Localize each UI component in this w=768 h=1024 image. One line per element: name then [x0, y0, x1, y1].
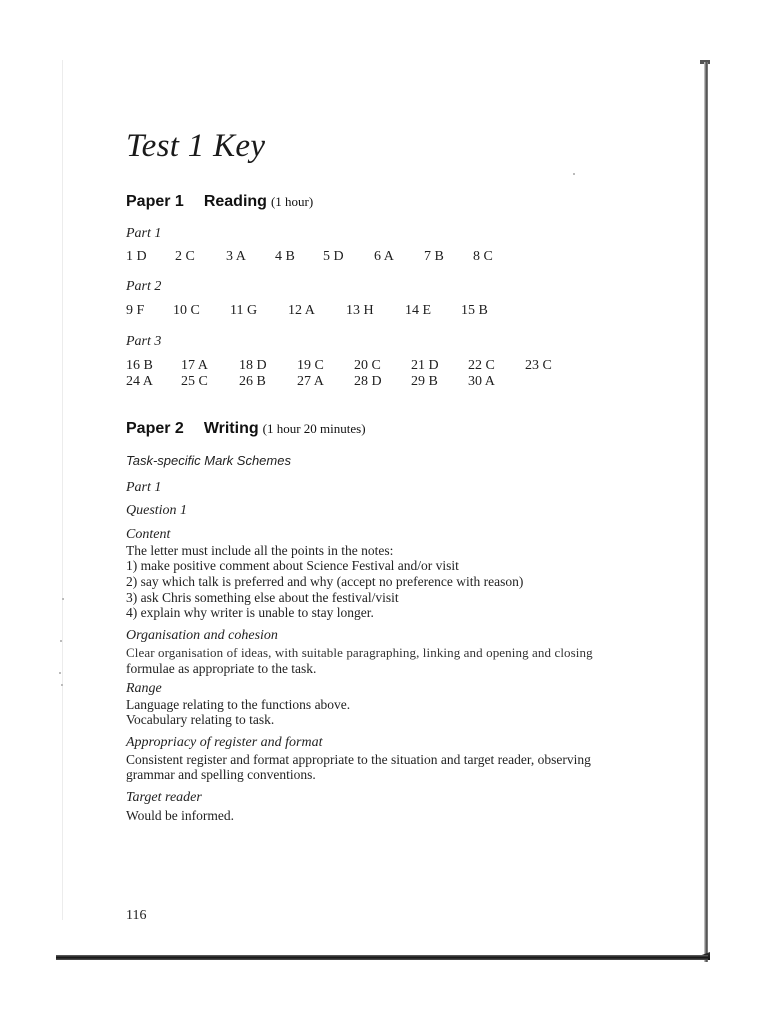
answer-item: 10 C	[173, 303, 200, 318]
answer-item: 30 A	[468, 374, 495, 389]
part3-label: Part 3	[126, 334, 162, 349]
part3-answers-row1	[126, 358, 686, 374]
answer-item: 5 D	[323, 249, 344, 264]
scan-speck	[60, 640, 62, 642]
content-point: 4) explain why writer is unable to stay longer.	[126, 605, 374, 620]
answer-item: 13 H	[346, 303, 374, 318]
part2-label: Part 2	[126, 279, 162, 294]
content-point: 1) make positive comment about Science Festival and/or visit	[126, 558, 459, 573]
answer-item: 4 B	[275, 249, 295, 264]
answer-item: 26 B	[239, 374, 266, 389]
page-edge-bottom	[56, 955, 708, 960]
register-heading: Appropriacy of register and format	[126, 735, 323, 750]
page-edge-right	[704, 62, 708, 962]
paper2-duration: (1 hour 20 minutes)	[262, 421, 366, 436]
organisation-line: Clear organisation of ideas, with suitable paragraphing, linking and opening and closing	[126, 645, 593, 660]
answer-item: 2 C	[175, 249, 195, 264]
paper2-number: Paper 2	[126, 420, 184, 437]
paper1-heading	[126, 193, 313, 211]
content-point: 3) ask Chris something else about the festival/visit	[126, 590, 399, 605]
answer-item: 17 A	[181, 358, 208, 373]
answer-item: 28 D	[354, 374, 382, 389]
content-point: 2) say which talk is preferred and why (accept no preference with reason)	[126, 574, 524, 589]
question-label: Question 1	[126, 503, 188, 518]
answer-item: 14 E	[405, 303, 432, 318]
answer-item: 23 C	[525, 358, 552, 373]
page-title: Test 1 Key	[126, 128, 266, 164]
part3-answers-row2	[126, 374, 686, 390]
part1-label: Part 1	[126, 226, 162, 241]
writing-part-label: Part 1	[126, 480, 162, 495]
answer-item: 15 B	[461, 303, 488, 318]
answer-item: 18 D	[239, 358, 267, 373]
part2-answers	[126, 303, 686, 319]
answer-item: 29 B	[411, 374, 438, 389]
answer-item: 8 C	[473, 249, 493, 264]
target-reader-heading: Target reader	[126, 790, 202, 805]
page-fold-shadow	[62, 60, 63, 920]
paper1-number: Paper 1	[126, 193, 184, 210]
register-line: grammar and spelling conventions.	[126, 767, 316, 782]
range-heading: Range	[126, 681, 162, 696]
organisation-line: formulae as appropriate to the task.	[126, 661, 317, 676]
part1-answers	[126, 249, 686, 265]
content-heading: Content	[126, 527, 171, 542]
answer-item: 3 A	[226, 249, 246, 264]
answer-item: 6 A	[374, 249, 394, 264]
answer-item: 20 C	[354, 358, 381, 373]
range-line: Language relating to the functions above.	[126, 697, 351, 712]
answer-item: 9 F	[126, 303, 145, 318]
page-number: 116	[126, 908, 147, 923]
paper1-name: Reading	[203, 193, 267, 210]
scan-speck	[59, 672, 61, 674]
answer-item: 27 A	[297, 374, 324, 389]
answer-item: 12 A	[288, 303, 315, 318]
answer-item: 1 D	[126, 249, 147, 264]
scan-speck	[573, 173, 575, 175]
answer-item: 25 C	[181, 374, 208, 389]
paper1-duration: (1 hour)	[270, 194, 314, 209]
answer-item: 7 B	[424, 249, 444, 264]
scan-speck	[62, 598, 64, 600]
paper2-heading	[126, 420, 366, 438]
range-line: Vocabulary relating to task.	[126, 712, 275, 727]
scan-speck	[61, 684, 63, 686]
answer-item: 19 C	[297, 358, 324, 373]
answer-item: 16 B	[126, 358, 153, 373]
answer-item: 22 C	[468, 358, 495, 373]
answer-item: 11 G	[230, 303, 258, 318]
answer-item: 21 D	[411, 358, 439, 373]
content-intro: The letter must include all the points in the notes:	[126, 543, 394, 558]
mark-schemes-label: Task-specific Mark Schemes	[126, 453, 291, 468]
paper2-name: Writing	[203, 420, 259, 437]
target-reader-line: Would be informed.	[126, 808, 235, 823]
register-line: Consistent register and format appropriate to the situation and target reader, observing	[126, 752, 591, 767]
organisation-heading: Organisation and cohesion	[126, 628, 278, 643]
answer-item: 24 A	[126, 374, 153, 389]
